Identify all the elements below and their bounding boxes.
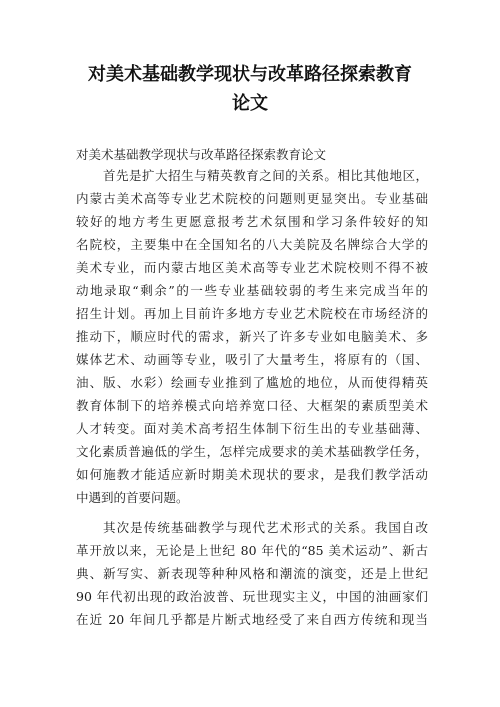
- paragraph-2-line: 典、新写实、新表现等种种风格和潮流的演变，还是上世纪: [76, 566, 428, 581]
- paragraph-1-line: 动地录取“剩余”的一些专业基础较弱的考生来完成当年的: [76, 283, 428, 298]
- document-title-line-2: 论文: [232, 93, 268, 114]
- paragraph-1-line: 较好的地方考生更愿意报考艺术氛围和学习条件较好的知: [76, 214, 428, 229]
- paragraph-1-line: 教育体制下的培养模式向培养宽口径、大框架的素质型美术: [76, 398, 428, 413]
- document-subtitle: 对美术基础教学现状与改革路径探索教育论文: [76, 147, 327, 162]
- document-title-line-1: 对美术基础教学现状与改革路径探索教育: [88, 64, 412, 85]
- paragraph-1-line: 首先是扩大招生与精英教育之间的关系。相比其他地区，: [103, 168, 428, 183]
- paragraph-2-line: 革开放以来，无论是上世纪 80 年代的“85 美术运动”、新古: [76, 543, 428, 558]
- paragraph-1-line: 推动下，顺应时代的需求，新兴了许多专业如电脑美术、多: [76, 329, 428, 344]
- paragraph-1-line: 名院校，主要集中在全国知名的八大美院及名牌综合大学的: [76, 237, 428, 252]
- paragraph-2-line: 在近 20 年间几乎都是片断式地经受了来自西方传统和现当: [76, 612, 428, 627]
- paragraph-1-line: 油、版、水彩）绘画专业推到了尴尬的地位，从而使得精英: [76, 375, 428, 390]
- paragraph-1-line: 中遇到的首要问题。: [76, 490, 189, 505]
- paragraph-1-line: 招生计划。再加上目前许多地方专业艺术院校在市场经济的: [76, 306, 428, 321]
- paragraph-1-line: 媒体艺术、动画等专业，吸引了大量考生，将原有的（国、: [76, 352, 428, 367]
- paragraph-2-line: 其次是传统基础教学与现代艺术形式的关系。我国自改: [103, 520, 428, 535]
- paragraph-1-line: 人才转变。面对美术高考招生体制下衍生出的专业基础薄、: [76, 421, 428, 436]
- paragraph-2-line: 90 年代初出现的政治波普、玩世现实主义，中国的油画家们: [76, 589, 428, 604]
- paragraph-1-line: 文化素质普遍低的学生，怎样完成要求的美术基础教学任务，: [76, 444, 428, 459]
- paragraph-1-line: 内蒙古美术高等专业艺术院校的问题则更显突出。专业基础: [76, 191, 428, 206]
- paragraph-1-line: 如何施教才能适应新时期美术现状的要求，是我们教学活动: [76, 467, 428, 482]
- paragraph-1-line: 美术专业，而内蒙古地区美术高等专业艺术院校则不得不被: [76, 260, 428, 275]
